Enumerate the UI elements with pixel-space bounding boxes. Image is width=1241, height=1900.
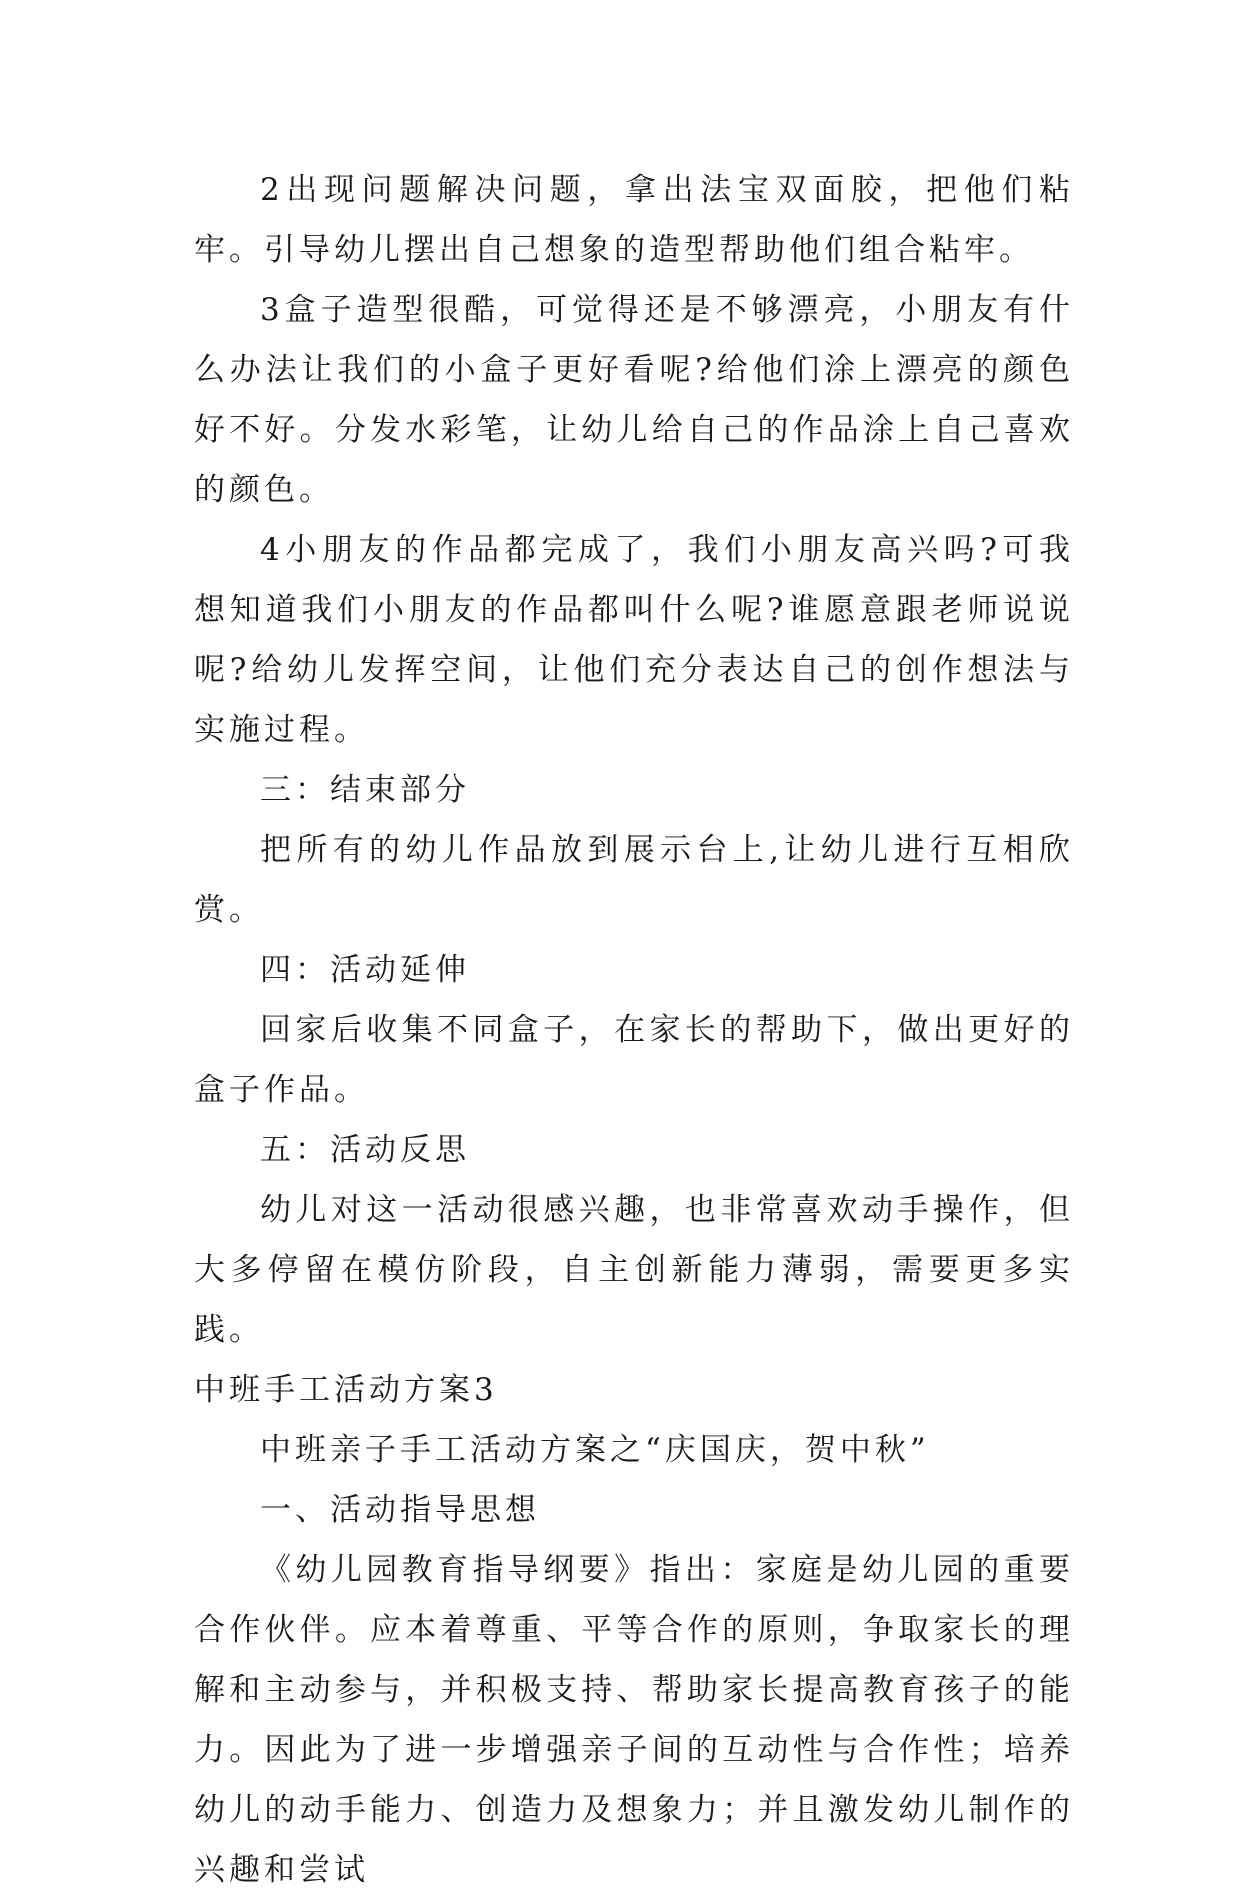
paragraph-reflection: 幼儿对这一活动很感兴趣，也非常喜欢动手操作，但大多停留在模仿阶段，自主创新能力薄弱，需要更多实践。 <box>194 1192 1074 1348</box>
document-section-title: 中班手工活动方案3 <box>194 1372 498 1408</box>
section-heading-reflection: 五：活动反思 <box>260 1132 470 1168</box>
paragraph-plan-subtitle: 中班亲子手工活动方案之“庆国庆，贺中秋” <box>260 1432 930 1468</box>
paragraph-conclusion: 把所有的幼儿作品放到展示台上,让幼儿进行互相欣赏。 <box>194 832 1074 928</box>
paragraph-step-4: 4小朋友的作品都完成了，我们小朋友高兴吗?可我想知道我们小朋友的作品都叫什么呢?谁愿意跟老师说说呢?给幼儿发挥空间，让他们充分表达自己的创作想法与实施过程。 <box>194 532 1074 748</box>
section-heading-extension: 四：活动延伸 <box>260 952 470 988</box>
paragraph-extension: 回家后收集不同盒子，在家长的帮助下，做出更好的盒子作品。 <box>194 1012 1074 1108</box>
section-heading-guiding-idea: 一、活动指导思想 <box>260 1492 540 1528</box>
section-heading-conclusion: 三：结束部分 <box>260 772 470 808</box>
document-body <box>194 160 1074 1900</box>
paragraph-step-2: 2出现问题解决问题，拿出法宝双面胶，把他们粘牢。引导幼儿摆出自己想象的造型帮助他们组合粘牢。 <box>194 172 1074 268</box>
paragraph-guiding-idea: 《幼儿园教育指导纲要》指出：家庭是幼儿园的重要合作伙伴。应本着尊重、平等合作的原则，争取家长的理解和主动参与，并积极支持、帮助家长提高教育孩子的能力。因此为了进一步增强亲子间的互动性与合作性；培养幼儿的动手能力、创造力及想象力；并且激发幼儿制作的兴趣和尝试 <box>194 1552 1074 1888</box>
paragraph-step-3: 3盒子造型很酷，可觉得还是不够漂亮，小朋友有什么办法让我们的小盒子更好看呢?给他们涂上漂亮的颜色好不好。分发水彩笔，让幼儿给自己的作品涂上自己喜欢的颜色。 <box>194 292 1074 508</box>
